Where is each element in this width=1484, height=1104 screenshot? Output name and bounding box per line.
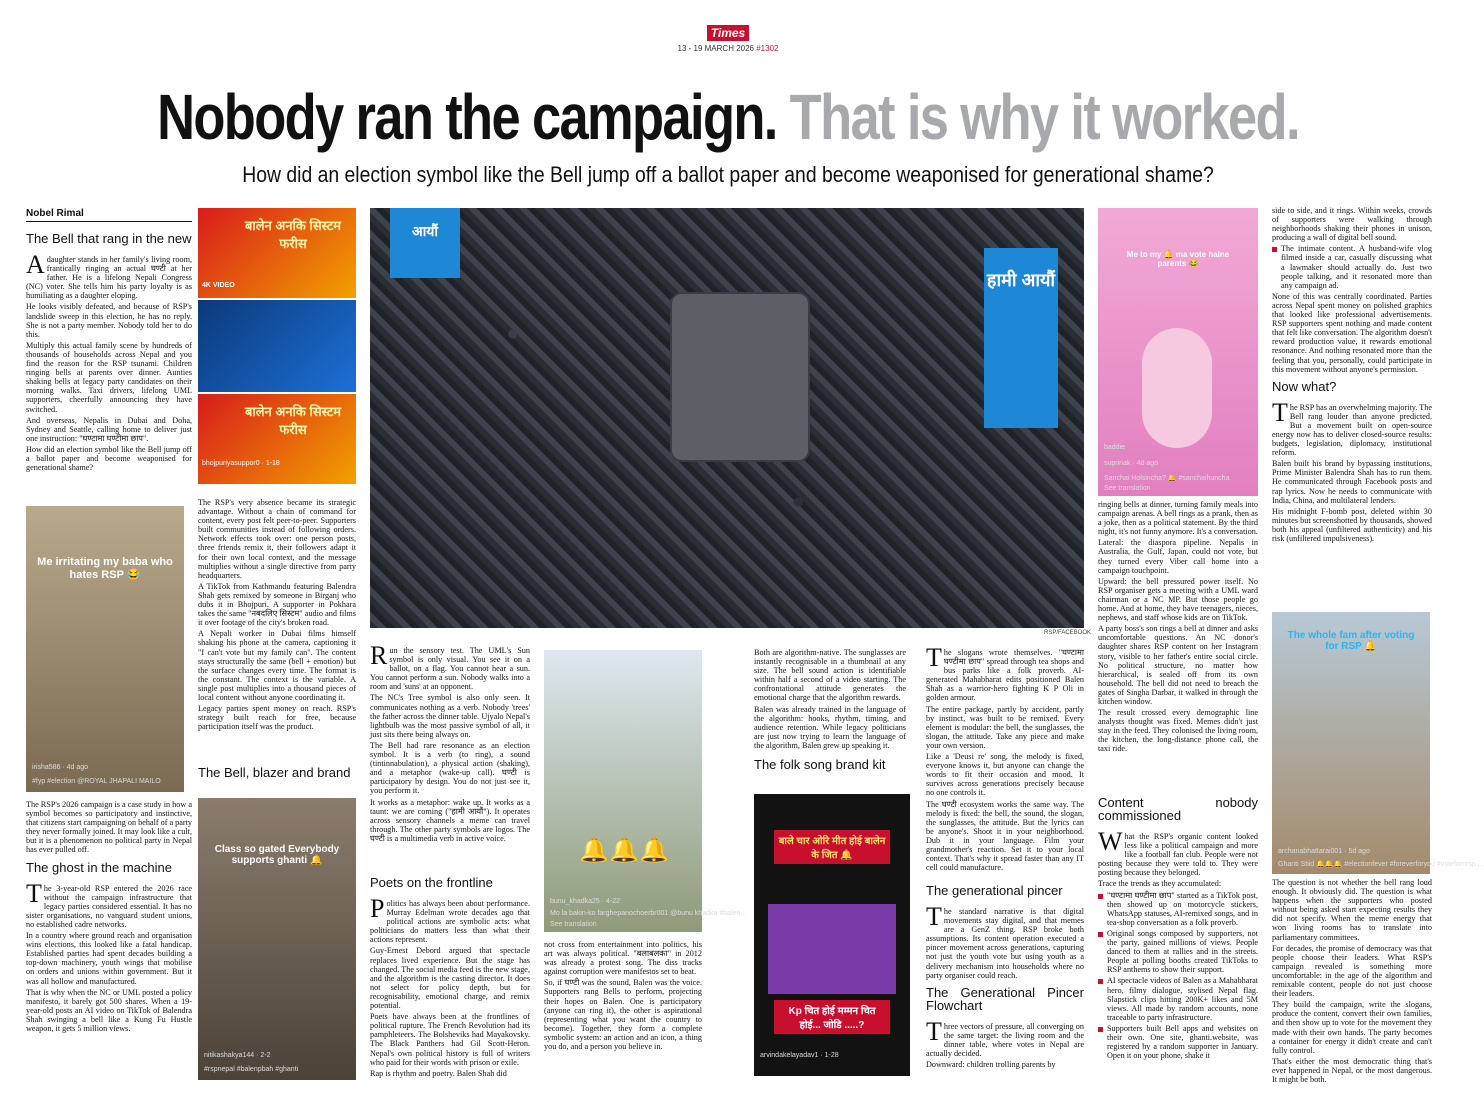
list-item: The intimate content. A husband-wife vlog filmed inside a car, casually discussing what a lawmaker should actually do. Just two people talking, and it resonated more than any campaign ad. bbox=[1272, 244, 1432, 289]
paragraph: So, if घण्टी was the sound, Balen was the voice. Supporters rang Bells to perform, projecting their hopes on Balen. One is participatory (anyone can ring it), the other is aspirational (representing what you want the country to become). Together, they form a complete symbolic system: an action and an icon, a thing you do, and a person you believe in. bbox=[544, 978, 702, 1052]
subhead-generational-pincer: The generational pincer bbox=[926, 883, 1063, 898]
subhead-bell-blazer: The Bell, blazer and brand bbox=[198, 765, 351, 780]
list-item: Original songs composed by supporters, not the party, gained millions of views. People danced to them at rallies and in the streets. People at polling booths created TikToks to RSP anthems to show their support. bbox=[1098, 929, 1258, 974]
dateline bbox=[0, 44, 1456, 53]
paragraph: Trace the trends as they accumulated: bbox=[1098, 879, 1222, 889]
subhead-folk-song: The folk song brand kit bbox=[754, 757, 886, 772]
paragraph: In a country where ground reach and organisation wins elections, this looked like a fatal handicap. Established parties had spent decades building a top-down machinery, youth wings that mobilise on orders and unions within government. But it was all hollow and manufactured. bbox=[26, 931, 192, 986]
paragraph: The RSP's very absence became its strategic advantage. Without a chain of command for content, every post felt peer-to-peer. Supporters built communities instead of following orders. Network effects took over: one person posts, three friends remix it, their followers adapt it for their own local context, and the message multiplies without a single directive from party headquarters. bbox=[198, 498, 356, 580]
bhojpuri-poster-stack bbox=[198, 208, 356, 484]
paragraph: Guy-Ernest Debord argued that spectacle replaces lived experience. But the stage has changed. The social media feed is the new stage, and the algorithm is the casting director. It does not select for policy depth, but for recognisability, emotional charge, and remix potential. bbox=[370, 946, 530, 1011]
tiktok-screenshot-pink bbox=[1098, 208, 1258, 496]
subhead-content-nobody: Content nobody commissioned bbox=[1098, 795, 1258, 823]
paragraph: Run the sensory test. The UML's Sun symbol is only visual. You see it on a ballot, on a flag. You cannot hear a sun. You cannot perform a sun. Nobody walks into a room and 'suns' at an opponent. bbox=[370, 641, 530, 692]
subhead-bell-rang: The Bell that rang in the new bbox=[26, 231, 192, 246]
paragraph: Upward: the bell pressured power itself. No RSP organiser gets a meeting with a UML ward chairman or a NC MP. But those people go home. And at home, they have teenagers, nieces, nephews, and staff whose kids are on TikTok. bbox=[1098, 576, 1258, 623]
folk-bottom-text: Kp चित होई मम्मन चित होई... जोडि .....? bbox=[774, 1000, 890, 1034]
column-3-top bbox=[370, 641, 530, 868]
paragraph: What the RSP's organic content looked less like a political campaign and more like a football fan club. People were not posting because they were told to. They were posting because they belonged. bbox=[1098, 827, 1258, 878]
meme-caption: The whole fam after voting for RSP 🔔 bbox=[1287, 630, 1415, 652]
poster-handle: bhojpuriyasuppor0 · 1-18 bbox=[202, 460, 280, 467]
trend-list bbox=[1098, 891, 1258, 1061]
paragraph: ringing bells at dinner, turning family meals into campaign arenas. A bell rings as a prank, then as a joke, then as a political statement. By the third night, it's not funny anymore. It's a conversation. bbox=[1098, 500, 1258, 537]
tiktok-screenshot-girls bbox=[544, 650, 747, 932]
column-7-bottom bbox=[1098, 790, 1258, 1092]
paragraph: How did an election symbol like the Bell jump off a ballot paper and become weaponised for generational shame? bbox=[26, 444, 192, 473]
column-8-top bbox=[1272, 206, 1432, 608]
paragraph: The 3-year-old RSP entered the 2026 race without the campaign infrastructure that legacy parties considered essential. It has no sister organisations, no vanguard student unions, no established cadre networks. bbox=[26, 878, 192, 929]
times-logo: Times bbox=[707, 25, 749, 41]
paragraph: Three vectors of pressure, all converging on the same target: the living room and the dinner table, where votes in Nepal are actually decided. bbox=[926, 1016, 1084, 1059]
tiktok-screenshot-family bbox=[1272, 612, 1484, 874]
column-1-bottom bbox=[26, 800, 192, 1090]
paragraph: Downward: children trolling parents by bbox=[926, 1060, 1056, 1070]
list-item: "घण्टामा घण्टीमा छाप" started as a TikTok post, then showed up on motorcycle stickers, WhatsApp statuses, AI-remixed songs, and in tea-shop conversation as a folk proverb. bbox=[1098, 891, 1258, 927]
banner-left: आयौं bbox=[390, 208, 460, 278]
paragraph: side to side, and it rings. Within weeks, crowds of supporters were walking through neighborhoods shaking their phones in unison, producing a wall of digital bell sound. bbox=[1272, 206, 1432, 243]
paragraph: They build the campaign, write the slogans, produce the content, convert their own families, and then show up to vote for the movement they made with their own hands. The party becomes a container for energy it didn't create and can't fully control. bbox=[1272, 1000, 1432, 1055]
tiktok-screenshot-folk bbox=[754, 794, 910, 1076]
paragraph: The Bell had rare resonance as an election symbol. It is a verb (to ring), a sound (tintinnabulation), a physical action (shaking), and a metaphor (wake-up call). घण्टी is participatory by design. You do not just see it, you perform it. bbox=[370, 740, 530, 796]
person-silhouette bbox=[1142, 328, 1212, 448]
poster-bottom bbox=[198, 394, 356, 484]
main-crowd-photo bbox=[370, 208, 1084, 628]
masthead bbox=[0, 24, 1456, 53]
tiktok-handle: suprinak · 4d ago bbox=[1104, 460, 1159, 467]
paragraph: Politics has always been about performance. Murray Edelman wrote decades ago that political actions are symbolic acts: what politicians do matters less than what their actions represent. bbox=[370, 894, 530, 945]
meme-caption: Me to my 🔔 ma vote halne parents 😂 bbox=[1126, 250, 1230, 268]
poster-title: बालेन अनकि सिस्टम फरीस bbox=[244, 404, 342, 437]
paragraph: For decades, the promise of democracy was that people choose their leaders. What RSP's campaign revealed is something more uncomfortable: in the age of the algorithm and remixable content, people do not just choose their leaders. bbox=[1272, 943, 1432, 999]
byline: Nobel Rimal bbox=[26, 208, 192, 222]
column-7-top bbox=[1098, 500, 1258, 784]
tiktok-tags: Sanchai Holsincha? 🔔 #sanchaihuncha bbox=[1104, 475, 1230, 482]
tiktok-screenshot-baba bbox=[26, 506, 184, 792]
column-3-bottom bbox=[370, 870, 530, 1092]
tiktok-handle: nitikashakya144 · 2-2 bbox=[204, 1052, 271, 1059]
tiktok-screenshot-class bbox=[198, 798, 356, 1080]
paragraph: Multiply this actual family scene by hundreds of thousands of households across Nepal and you find the reason for the RSP tsunami. Children ringing bells at parents over dinner. Aunties shaking bells at legacy party candidates on their morning walks. Taxi drivers, lifelong UML supporters, cheerfully announcing they have switched. bbox=[26, 340, 192, 414]
paragraph: None of this was centrally coordinated. Parties across Nepal spent money on polished graphics that looked like professional advertisements. RSP supporters spent nothing and made content that felt like conversation. The algorithm doesn't reward production value, it rewards emotional resonance. And nothing resonated more than the feeling that you, personally, could participate in this movement without anyone's permission. bbox=[1272, 291, 1432, 374]
poster-top bbox=[198, 208, 356, 298]
paragraph: Adaughter stands in her family's living room, frantically ringing an actual घण्टी at her father. He is a lifelong Nepali Congress (NC) voter. She tells him his party loyalty is as humiliating as a daughter eloping. bbox=[26, 250, 192, 301]
tiktok-tags: #rspnepal #balenpbah #ghanti bbox=[204, 1066, 299, 1073]
issue-date: 13 - 19 MARCH 2026 bbox=[677, 44, 754, 53]
headline bbox=[131, 80, 1325, 154]
photo-inset bbox=[768, 904, 896, 994]
paragraph: Lateral: the diaspora pipeline. Nepalis in Australia, the Gulf, Japan, could not vote, but they turned every Viber call home into a campaign touchpoint. bbox=[1098, 538, 1258, 575]
column-5-subhead bbox=[754, 752, 906, 780]
subhead-ghost-machine: The ghost in the machine bbox=[26, 859, 172, 875]
issue-number: #1302 bbox=[756, 44, 779, 53]
paragraph: A TikTok from Kathmandu featuring Balendra Shah gets remixed by someone in Birganj who dubs it in Bhojpuri. A supporter in Pokhara takes the same "नबदलिए सिस्टम" audio and films it over footage of the city's broken road. bbox=[198, 581, 356, 628]
paragraph: The घण्टी ecosystem works the same way. The melody is fixed: the bell, the sound, the slogan, the sunglasses, the attitude. But the lyrics can be anyone's. Shoot it in your neighborhood. Dub it in your language. Film your grandmother's reaction. Set it to your local context. That's why it spread faster than any IT cell could manufacture. bbox=[926, 799, 1084, 873]
bell-icon: 🔔🔔🔔 bbox=[579, 837, 669, 864]
tiktok-handle: arvindakelayadav1 · 1-28 bbox=[760, 1052, 839, 1059]
paragraph: Poets have always been at the frontlines of political rupture. The French Revolution had its pamphleteers. The Bolsheviks had Mayakovsky. The Black Panthers had Gil Scott-Heron. Nepal's own political history is full of writers who paid for their words with prison or exile. bbox=[370, 1012, 530, 1067]
paragraph: Both are algorithm-native. The sunglasses are instantly recognisable in a thumbnail at any size. The bell sound action is identifiable within half a second of a video starting. The confrontational attitude generates the emotional charge that the algorithm rewards. bbox=[754, 648, 906, 703]
paragraph: Rap is rhythm and poetry. Balen Shah did bbox=[370, 1068, 507, 1078]
column-6-top bbox=[926, 643, 1084, 874]
folk-top-text: बाले चार ओरि मीत होई बालेन के जित 🔔 bbox=[774, 830, 890, 864]
column-5-top bbox=[754, 648, 906, 754]
paragraph: He looks visibly defeated, and because of RSP's landslide sweep in this election, he has no reply. She is not a party member. Nobody told her to do this. bbox=[26, 302, 192, 339]
poster-middle bbox=[198, 300, 356, 392]
paragraph: The slogans wrote themselves. "घण्टामा घण्टीमा छाप" spread through tea shops and bus parks like a folk proverb. AI-generated Mahabharat edits positioned Balen Shah as a warrior-hero fighting K P Oli in golden armour. bbox=[926, 643, 1084, 703]
meme-caption: Me irritating my baba who hates RSP 😂 bbox=[37, 556, 173, 581]
paragraph: It works as a metaphor: wake up. It works as a taunt: we are coming ("हामी आयौं"). It operates across sensory channels a meme can travel through. The other party symbols are logos. The घण्टी is a multimedia verb in active voice. bbox=[370, 797, 530, 843]
tiktok-tags: Mo la bakin-ko farghepanochoerbr001 @bunu khadka #balen... bbox=[550, 910, 747, 917]
deck: How did an election symbol like the Bell jump off a ballot paper and become weaponised for generational shame? bbox=[242, 162, 1214, 187]
photo-credit: RSP/FACEBOOK bbox=[1044, 630, 1092, 636]
see-translation: See translation bbox=[1104, 485, 1151, 492]
column-2-subhead bbox=[198, 760, 356, 794]
poster-tag: 4K VIDEO bbox=[202, 282, 235, 289]
paragraph: Legacy parties spent money on reach. RSP's strategy built reach for free, because participation itself was the product. bbox=[198, 704, 356, 732]
subhead-poets: Poets on the frontline bbox=[370, 875, 493, 890]
tiktok-tags: Ghanti Stiid 🔔🔔🔔 #electionfever #foreverforyou #votefornrsp ... bbox=[1278, 861, 1484, 868]
paragraph: The result crossed every demographic line analysts thought was fixed. Memes didn't just stay in the feed. They colonised the living room, the kitchen, the long-distance phone call, the taxi ride. bbox=[1098, 708, 1258, 754]
paragraph: A Nepali worker in Dubai films himself shaking his phone at the camera, captioning it "I can't vote but my family can". The content stays structurally the same (bell + emotion) but the surface changes every time. The format is the constant. The context is the variable. A single post multiplies into a thousand pieces of local content without anyone coordinating it. bbox=[198, 629, 356, 702]
poster-title: बालेन अनकि सिस्टम फरीस bbox=[244, 218, 342, 251]
column-4 bbox=[544, 940, 702, 1090]
paragraph: That's either the most democratic thing that's ever happened in Nepal, or the most dangerous. It might be both. bbox=[1272, 1056, 1432, 1084]
paragraph: Balen was already trained in the language of the algorithm: hooks, rhythm, timing, and audience retention. While legacy politicians are just now trying to learn the language of the algorithm, Balen grew up speaking it. bbox=[754, 704, 906, 750]
subhead-pincer-flowchart: The Generational Pincer Flowchart bbox=[926, 984, 1084, 1013]
paragraph: Like a 'Deusi re' song, the melody is fixed, everyone knows it, but anyone can change the words to fit their occasion and mood. It survives across generations precisely because no one controls it. bbox=[926, 752, 1084, 798]
badge: baddie bbox=[1104, 444, 1126, 451]
paragraph: The NC's Tree symbol is also only seen. It communicates nothing as a verb. Nobody 'trees' the father across the dinner table. Ujyalo Nepal's lightbulb was the most passive symbol of all, it just sits there being always on. bbox=[370, 693, 530, 739]
paragraph: The standard narrative is that digital movements stay digital, and that memes are a GenZ thing. RSP broke both assumptions. Its content operation executed a pincer movement across generations, capturing not just the youth vote but using youth as a delivery mechanism into households where no party organiser could reach. bbox=[926, 902, 1084, 980]
list-item: Supporters built Bell apps and websites on their own. One site, ghanti.website, was registered by a random supporter in January. Open it on your phone, shake it bbox=[1098, 1024, 1258, 1060]
tiktok-handle: irisha586 · 4d ago bbox=[32, 764, 89, 771]
paragraph: not cross from entertainment into politics, his art was always political. "बलाबलका" in 2012 was already a protest song. The diss tracks against corruption were manifestos set to beat. bbox=[544, 940, 702, 977]
paragraph: That is why when the NC or UML posted a policy manifesto, it barely got 500 shares. When a 19-year-old posts an AI video on TikTok of Balendra Shah swinging a bell like a Kung Fu Hustle weapon, it gets 5 million views. bbox=[26, 987, 192, 1033]
column-2-top bbox=[198, 498, 356, 760]
tiktok-handle: archanabhattarai001 · 5d ago bbox=[1278, 848, 1370, 855]
headline-grey: That is why it worked. bbox=[789, 81, 1299, 153]
column-8-bottom bbox=[1272, 878, 1432, 1092]
see-translation: See translation bbox=[550, 921, 597, 928]
tiktok-tags: #fyp #election @ROYAL JHAPALI MAILO bbox=[32, 778, 161, 785]
paragraph: The RSP has an overwhelming majority. The Bell rang louder than anyone predicted. But a movement built on open-source energy now has to deliver closed-source results: budgets, legislation, diplomacy, institutional reform. bbox=[1272, 397, 1432, 458]
subhead-now-what: Now what? bbox=[1272, 378, 1337, 394]
column-1-top bbox=[26, 226, 192, 508]
list-item: AI spectacle videos of Balen as a Mahabharat hero, filmy dialogue, stylised Nepal flag. Slapstick clips hitting 200K+ likes and 5M views. All made by random accounts, none traceable to party infrastructure. bbox=[1098, 976, 1258, 1021]
paragraph: A party boss's son rings a bell at dinner and asks uncomfortable questions. An NC donor's daughter shares RSP content on her Instagram story, visible to her father's entire social circle. No political structure, no matter how hierarchical, is sealed off from its own household. The bell did not need to breach the gates of Singha Darbar, it walked in through the kitchen window. bbox=[1098, 624, 1258, 706]
tiktok-handle: bunu_khadka25 · 4-22 bbox=[550, 898, 621, 905]
trend-list-continued bbox=[1272, 244, 1432, 289]
meme-caption: Class so gated Everybody supports ghanti 🔔 bbox=[214, 844, 340, 866]
column-6-bottom bbox=[926, 878, 1084, 1092]
paragraph: Balen built his brand by bypassing institutions, Prime Minister Balendra Shah has to run them. He communicated through Facebook posts and rap lyrics. Now he needs to communicate with India, China, and multilateral lenders. bbox=[1272, 459, 1432, 505]
paragraph: His midnight F-bomb post, deleted within 30 minutes but screenshotted by thousands, showed both his appeal (unfiltered authenticity) and his risk (unfiltered impulsiveness). bbox=[1272, 506, 1432, 543]
paragraph: And overseas, Nepalis in Dubai and Doha, Sydney and Seattle, calling home to deliver just one instruction: "घण्टामा घण्टीमा छाप". bbox=[26, 415, 192, 443]
paragraph: The question is not whether the bell rang loud enough. It obviously did. The question is what happens when the supporters who posted without being asked start expecting results they did not specify. When the meme energy that won living rooms has to translate into parliamentary committees. bbox=[1272, 878, 1432, 942]
banner-right: हामी आयौं bbox=[984, 248, 1058, 428]
paragraph: The RSP's 2026 campaign is a case study in how a symbol becomes so participatory and instinctive, that citizens start campaigning on behalf of a party they never formally joined. It may look like a cult, but it is a phenomenon no political party in Nepal has ever pulled off. bbox=[26, 800, 192, 855]
car-in-crowd bbox=[670, 292, 810, 462]
paragraph: The entire package, partly by accident, partly by instinct, was built to be remixed. Every element is modular: the bell, the sunglasses, the slogan, the attitude. Take any piece and make your own version. bbox=[926, 704, 1084, 750]
headline-black: Nobody ran the campaign. bbox=[157, 81, 777, 153]
